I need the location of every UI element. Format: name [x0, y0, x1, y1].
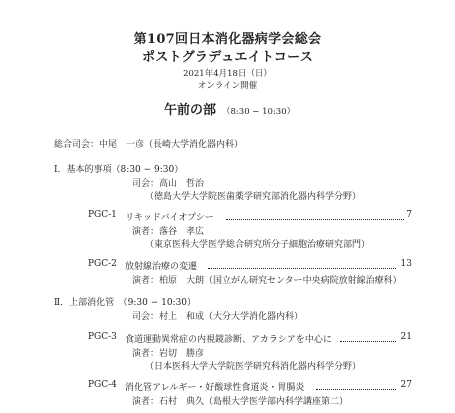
item-code: PGC-3: [88, 332, 117, 342]
section-1-heading: Ⅰ．基本的事項（8:30 − 9:30）: [54, 165, 184, 175]
session-name: 午前の部: [164, 103, 217, 118]
item-title: 食道運動異常症の内視鏡診断、アカラシアを中心に: [125, 335, 332, 345]
speaker-name: 石村 典久（島根大学医学部内科学講座第二）: [159, 397, 349, 407]
event-date: 2021年4月18日（日）: [183, 69, 272, 79]
moderator-name: 中尾 一彦（長崎大学消化器内科）: [99, 140, 244, 150]
speaker-affiliation: （日本医科大学大学院医学研究科消化器内科学分野）: [145, 362, 362, 372]
section-1-chair-affiliation: （徳島大学大学院医歯薬学研究部消化器内科学分野）: [145, 192, 362, 202]
conference-title: 第107回日本消化器病学会総会: [133, 32, 322, 47]
speaker: [132, 273, 402, 286]
page-number: 7: [406, 210, 412, 220]
section-2-heading: Ⅱ．上部消化管 （9:30 − 10:30）: [54, 298, 197, 308]
speaker-name: 柏原 大朗（国立がん研究センター中央病院放射線治療科）: [159, 276, 402, 286]
chair-label: 司会：: [132, 312, 160, 322]
page-number: 13: [400, 259, 412, 269]
speaker-affiliation: （東京医科大学医学総合研究所分子細胞治療研究部門）: [145, 240, 371, 250]
chair-name: 高山 哲治: [159, 179, 205, 189]
speaker: [132, 224, 204, 237]
item-code: PGC-1: [88, 210, 117, 220]
speaker-name: 岩切 勝彦: [159, 349, 205, 359]
speaker-name: 落谷 孝広: [159, 227, 205, 237]
section-1-chair: [132, 176, 204, 189]
speaker-label: 演者：: [132, 349, 160, 359]
chair-name: 村上 和成（大分大学消化器内科）: [159, 312, 304, 322]
page-number: 21: [400, 332, 412, 342]
general-moderator: [54, 137, 243, 150]
speaker: [132, 394, 348, 407]
session-time: （8:30 − 10:30）: [222, 107, 296, 117]
speaker-label: 演者：: [132, 227, 160, 237]
page-number: 27: [400, 380, 412, 390]
dot-leader: [208, 268, 396, 269]
item-code: PGC-2: [88, 259, 117, 269]
speaker-label: 演者：: [132, 276, 160, 286]
dot-leader: [316, 389, 396, 390]
section-2-chair: [132, 309, 303, 322]
item-title: リキッドバイオプシー: [125, 213, 214, 223]
speaker-label: 演者：: [132, 397, 160, 407]
moderator-label: 総合司会：: [54, 140, 100, 150]
item-title: 消化管アレルギー・好酸球性食道炎・胃腸炎: [125, 383, 305, 393]
item-code: PGC-4: [88, 380, 117, 390]
dot-leader: [226, 219, 404, 220]
chair-label: 司会：: [132, 179, 160, 189]
speaker: [132, 346, 204, 359]
event-venue: オンライン開催: [197, 81, 258, 91]
course-title: ポストグラデュエイトコース: [141, 50, 314, 65]
item-title: 放射線治療の変遷: [125, 262, 198, 272]
session-heading: [164, 99, 295, 118]
